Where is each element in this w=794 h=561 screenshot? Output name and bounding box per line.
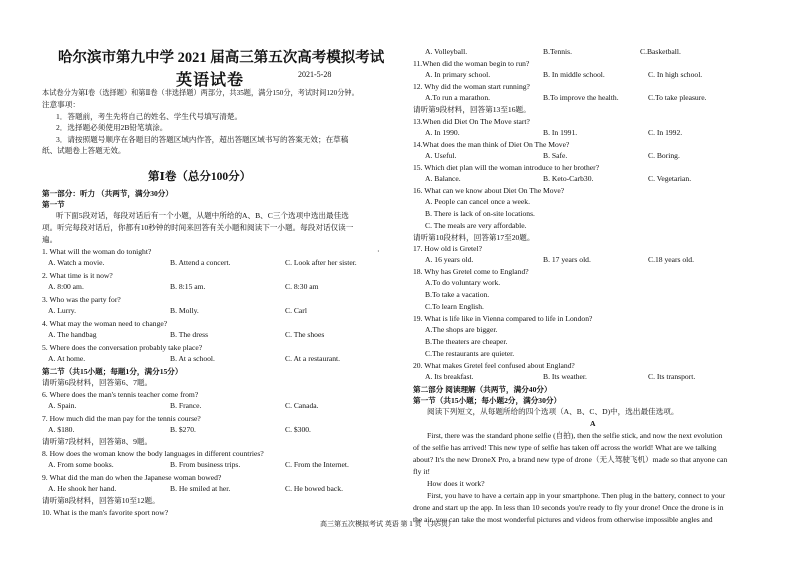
option-c: C. From the Internet. bbox=[285, 460, 349, 469]
listening-note: 请听第9段材料，回答第13至16题。 bbox=[413, 105, 531, 114]
part1-instruction: 听下面5段对话，每段对话后有一个小题，从题中所给的A、B、C三个选项中选出最佳选 bbox=[56, 211, 349, 220]
intro-line: 3．请按照题号顺序在各题目的答题区域内作答，超出答题区域书写的答案无效；在草稿 bbox=[56, 135, 349, 144]
option-c: C. 8:30 am bbox=[285, 282, 319, 291]
option-a: A. People can cancel once a week. bbox=[425, 197, 530, 206]
listening-note: 请听第6段材料，回答第6、7题。 bbox=[42, 378, 153, 387]
option-b: B. Attend a concert. bbox=[170, 258, 231, 267]
passage-line: fly it! bbox=[413, 467, 431, 476]
part2-heading: 第二部分 阅读理解（共两节，满分40分） bbox=[413, 385, 552, 394]
option-a: A. From some books. bbox=[48, 460, 114, 469]
option-b: B. In middle school. bbox=[543, 70, 605, 79]
part1-heading: 第一部分：听力 （共两节，满分30分） bbox=[42, 189, 173, 198]
option-a: A.To do voluntary work. bbox=[425, 278, 501, 287]
option-b: B. From business trips. bbox=[170, 460, 241, 469]
question-text: 15. Which diet plan will the woman introduce to her brother? bbox=[413, 163, 600, 172]
part1-section-label: 第一节 bbox=[42, 200, 65, 209]
passage-line: First, there was the standard phone selfie (自拍), then the selfie stick, and now the next evolution bbox=[427, 431, 723, 440]
question-text: 6. Where does the man's tennis teacher come from? bbox=[42, 390, 199, 399]
option-b: B. Molly. bbox=[170, 306, 199, 315]
option-a: A.To run a marathon. bbox=[425, 93, 491, 102]
question-text: 2. What time is it now? bbox=[42, 271, 113, 280]
intro-line: 注意事项： bbox=[42, 100, 80, 109]
option-b: B. France. bbox=[170, 401, 202, 410]
option-b: B. 17 years old. bbox=[543, 255, 591, 264]
passage-line: the air, you can take the most wonderful pictures and videos from otherwise impossible angles and bbox=[413, 515, 713, 524]
option-b: B.The theaters are cheaper. bbox=[425, 337, 508, 346]
listening-note: 请听第7段材料，回答第8、9题。 bbox=[42, 437, 153, 446]
part2-instruction: 阅读下列短文，从每题所给的四个选项（A、B、C、D)中，选出最佳选项。 bbox=[427, 407, 679, 416]
option-b: B. Safe. bbox=[543, 151, 568, 160]
option-b: B. There is lack of on-site locations. bbox=[425, 209, 535, 218]
option-a: A. Volleyball. bbox=[425, 47, 468, 56]
question-text: 16. What can we know about Diet On The Move? bbox=[413, 186, 565, 195]
option-a: A. The handbag bbox=[48, 330, 97, 339]
option-c: C. In high school. bbox=[648, 70, 703, 79]
option-c: C.Basketball. bbox=[640, 47, 681, 56]
option-a: A. Watch a movie. bbox=[48, 258, 105, 267]
question-text: 8. How does the woman know the body languages in different countries? bbox=[42, 449, 264, 458]
intro-line: 纸、试题卷上答题无效。 bbox=[42, 146, 126, 155]
option-b: B. Keto-Carb30. bbox=[543, 174, 594, 183]
option-b: B. Its weather. bbox=[543, 372, 587, 381]
passage-line: First, you have to have a certain app in your smartphone. Then plug in the battery, connect to your bbox=[427, 491, 726, 500]
option-a: A. 8:00 am. bbox=[48, 282, 84, 291]
question-text: 17. How old is Gretel? bbox=[413, 244, 482, 253]
option-c: C. Canada. bbox=[285, 401, 319, 410]
part1-instruction: 遍。 bbox=[42, 235, 58, 244]
option-a: A. Its breakfast. bbox=[425, 372, 474, 381]
option-a: A. In 1990. bbox=[425, 128, 460, 137]
option-c: C. Its transport. bbox=[648, 372, 696, 381]
question-text: 11.When did the woman begin to run? bbox=[413, 59, 530, 68]
option-c: C.The restaurants are quieter. bbox=[425, 349, 515, 358]
question-text: 7. How much did the man pay for the tennis course? bbox=[42, 414, 201, 423]
passage-line: drone and start up the app. In less than 10 seconds you're ready to fly your drone! Once the drone is in bbox=[413, 503, 724, 512]
option-c: C. Boring. bbox=[648, 151, 680, 160]
option-a: A. He shook her hand. bbox=[48, 484, 117, 493]
question-text: 19. What is life like in Vienna compared to life in London? bbox=[413, 314, 593, 323]
question-text: 5. Where does the conversation probably take place? bbox=[42, 343, 203, 352]
passage-line: about? It's the new DroneX Pro, a brand new type of drone（无人驾驶飞机）made so that anyone can bbox=[413, 455, 728, 464]
option-a: A. In primary school. bbox=[425, 70, 491, 79]
part2-section1: 第一节（共15小题；每小题2分，满分30分） bbox=[413, 396, 562, 405]
option-c: C. Look after her sister. bbox=[285, 258, 357, 267]
part1-instruction: 项。听完每段对话后，你都有10秒钟的时间来回答有关小题和阅读下一小题。每段对话仅读一 bbox=[42, 223, 354, 232]
option-a: A. Balance. bbox=[425, 174, 461, 183]
option-a: A. Useful. bbox=[425, 151, 457, 160]
passage-line: of the selfie has arrived! This new type of selfie has taken off across the world! What are we talking bbox=[413, 443, 717, 452]
margin-mark: · bbox=[377, 247, 380, 256]
option-a: A. 16 years old. bbox=[425, 255, 474, 264]
option-a: A. $180. bbox=[48, 425, 75, 434]
passage-subheading: How does it work? bbox=[427, 479, 485, 488]
intro-line: 2．选择题必须使用2B铅笔填涂。 bbox=[56, 123, 168, 132]
option-a: A. Spain. bbox=[48, 401, 77, 410]
option-a: A.The shops are bigger. bbox=[425, 325, 498, 334]
section-title: 第Ⅰ卷（总分100分） bbox=[148, 171, 252, 183]
page-footer: 高三第五次模拟考试 英语 第 1 页 （共5页） bbox=[320, 520, 455, 528]
option-a: A. At home. bbox=[48, 354, 86, 363]
exam-title: 哈尔滨市第九中学 2021 届高三第五次高考模拟考试 bbox=[58, 50, 385, 66]
question-text: 10. What is the man's favorite sport now? bbox=[42, 508, 169, 517]
option-c: C. The shoes bbox=[285, 330, 325, 339]
listening-note: 请听第10段材料，回答第17至20题。 bbox=[413, 233, 535, 242]
question-text: 18. Why has Gretel come to England? bbox=[413, 267, 529, 276]
option-b: B. The dress bbox=[170, 330, 209, 339]
option-b: B. 8:15 am. bbox=[170, 282, 206, 291]
passage-label: A bbox=[590, 419, 596, 428]
option-c: C.To take pleasure. bbox=[648, 93, 707, 102]
option-c: C. Carl bbox=[285, 306, 307, 315]
option-a: A. Lurry. bbox=[48, 306, 76, 315]
option-c: C. At a restaurant. bbox=[285, 354, 341, 363]
question-text: 1. What will the woman do tonight? bbox=[42, 247, 152, 256]
option-c: C. $300. bbox=[285, 425, 311, 434]
option-b: B. At a school. bbox=[170, 354, 215, 363]
option-b: B. He smiled at her. bbox=[170, 484, 231, 493]
question-text: 20. What makes Gretel feel confused about England? bbox=[413, 361, 575, 370]
option-b: B. $270. bbox=[170, 425, 196, 434]
option-b: B.Tennis. bbox=[543, 47, 572, 56]
intro-line: 1．答题前，考生先将自己的姓名、学生代号填写清楚。 bbox=[56, 112, 243, 121]
exam-date: 2021-5-28 bbox=[298, 70, 332, 79]
question-text: 4. What may the woman need to change? bbox=[42, 319, 168, 328]
question-text: 3. Who was the party for? bbox=[42, 295, 121, 304]
option-b: B.To improve the health. bbox=[543, 93, 619, 102]
option-c: C. Vegetarian. bbox=[648, 174, 692, 183]
question-text: 12. Why did the woman start running? bbox=[413, 82, 530, 91]
listening-note: 请听第8段材料，回答第10至12题。 bbox=[42, 496, 160, 505]
option-b: B.To take a vacation. bbox=[425, 290, 490, 299]
option-b: B. In 1991. bbox=[543, 128, 578, 137]
section2-heading: 第二节（共15小题；每题1分，满分15分） bbox=[42, 367, 183, 376]
option-c: C.To learn English. bbox=[425, 302, 484, 311]
intro-line: 本试卷分为第Ⅰ卷（选择题）和第Ⅱ卷（非选择题）两部分，共35题，满分150分，考试时间120分钟。 bbox=[42, 89, 359, 97]
option-c: C. The meals are very affordable. bbox=[425, 221, 527, 230]
question-text: 9. What did the man do when the Japanese woman bowed? bbox=[42, 473, 222, 482]
subject-title: 英语试卷 bbox=[176, 72, 245, 89]
question-text: 14.What does the man think of Diet On The Move? bbox=[413, 140, 570, 149]
option-c: C. In 1992. bbox=[648, 128, 683, 137]
option-c: C. He bowed back. bbox=[285, 484, 343, 493]
question-text: 13.When did Diet On The Move start? bbox=[413, 117, 530, 126]
option-c: C.18 years old. bbox=[648, 255, 694, 264]
